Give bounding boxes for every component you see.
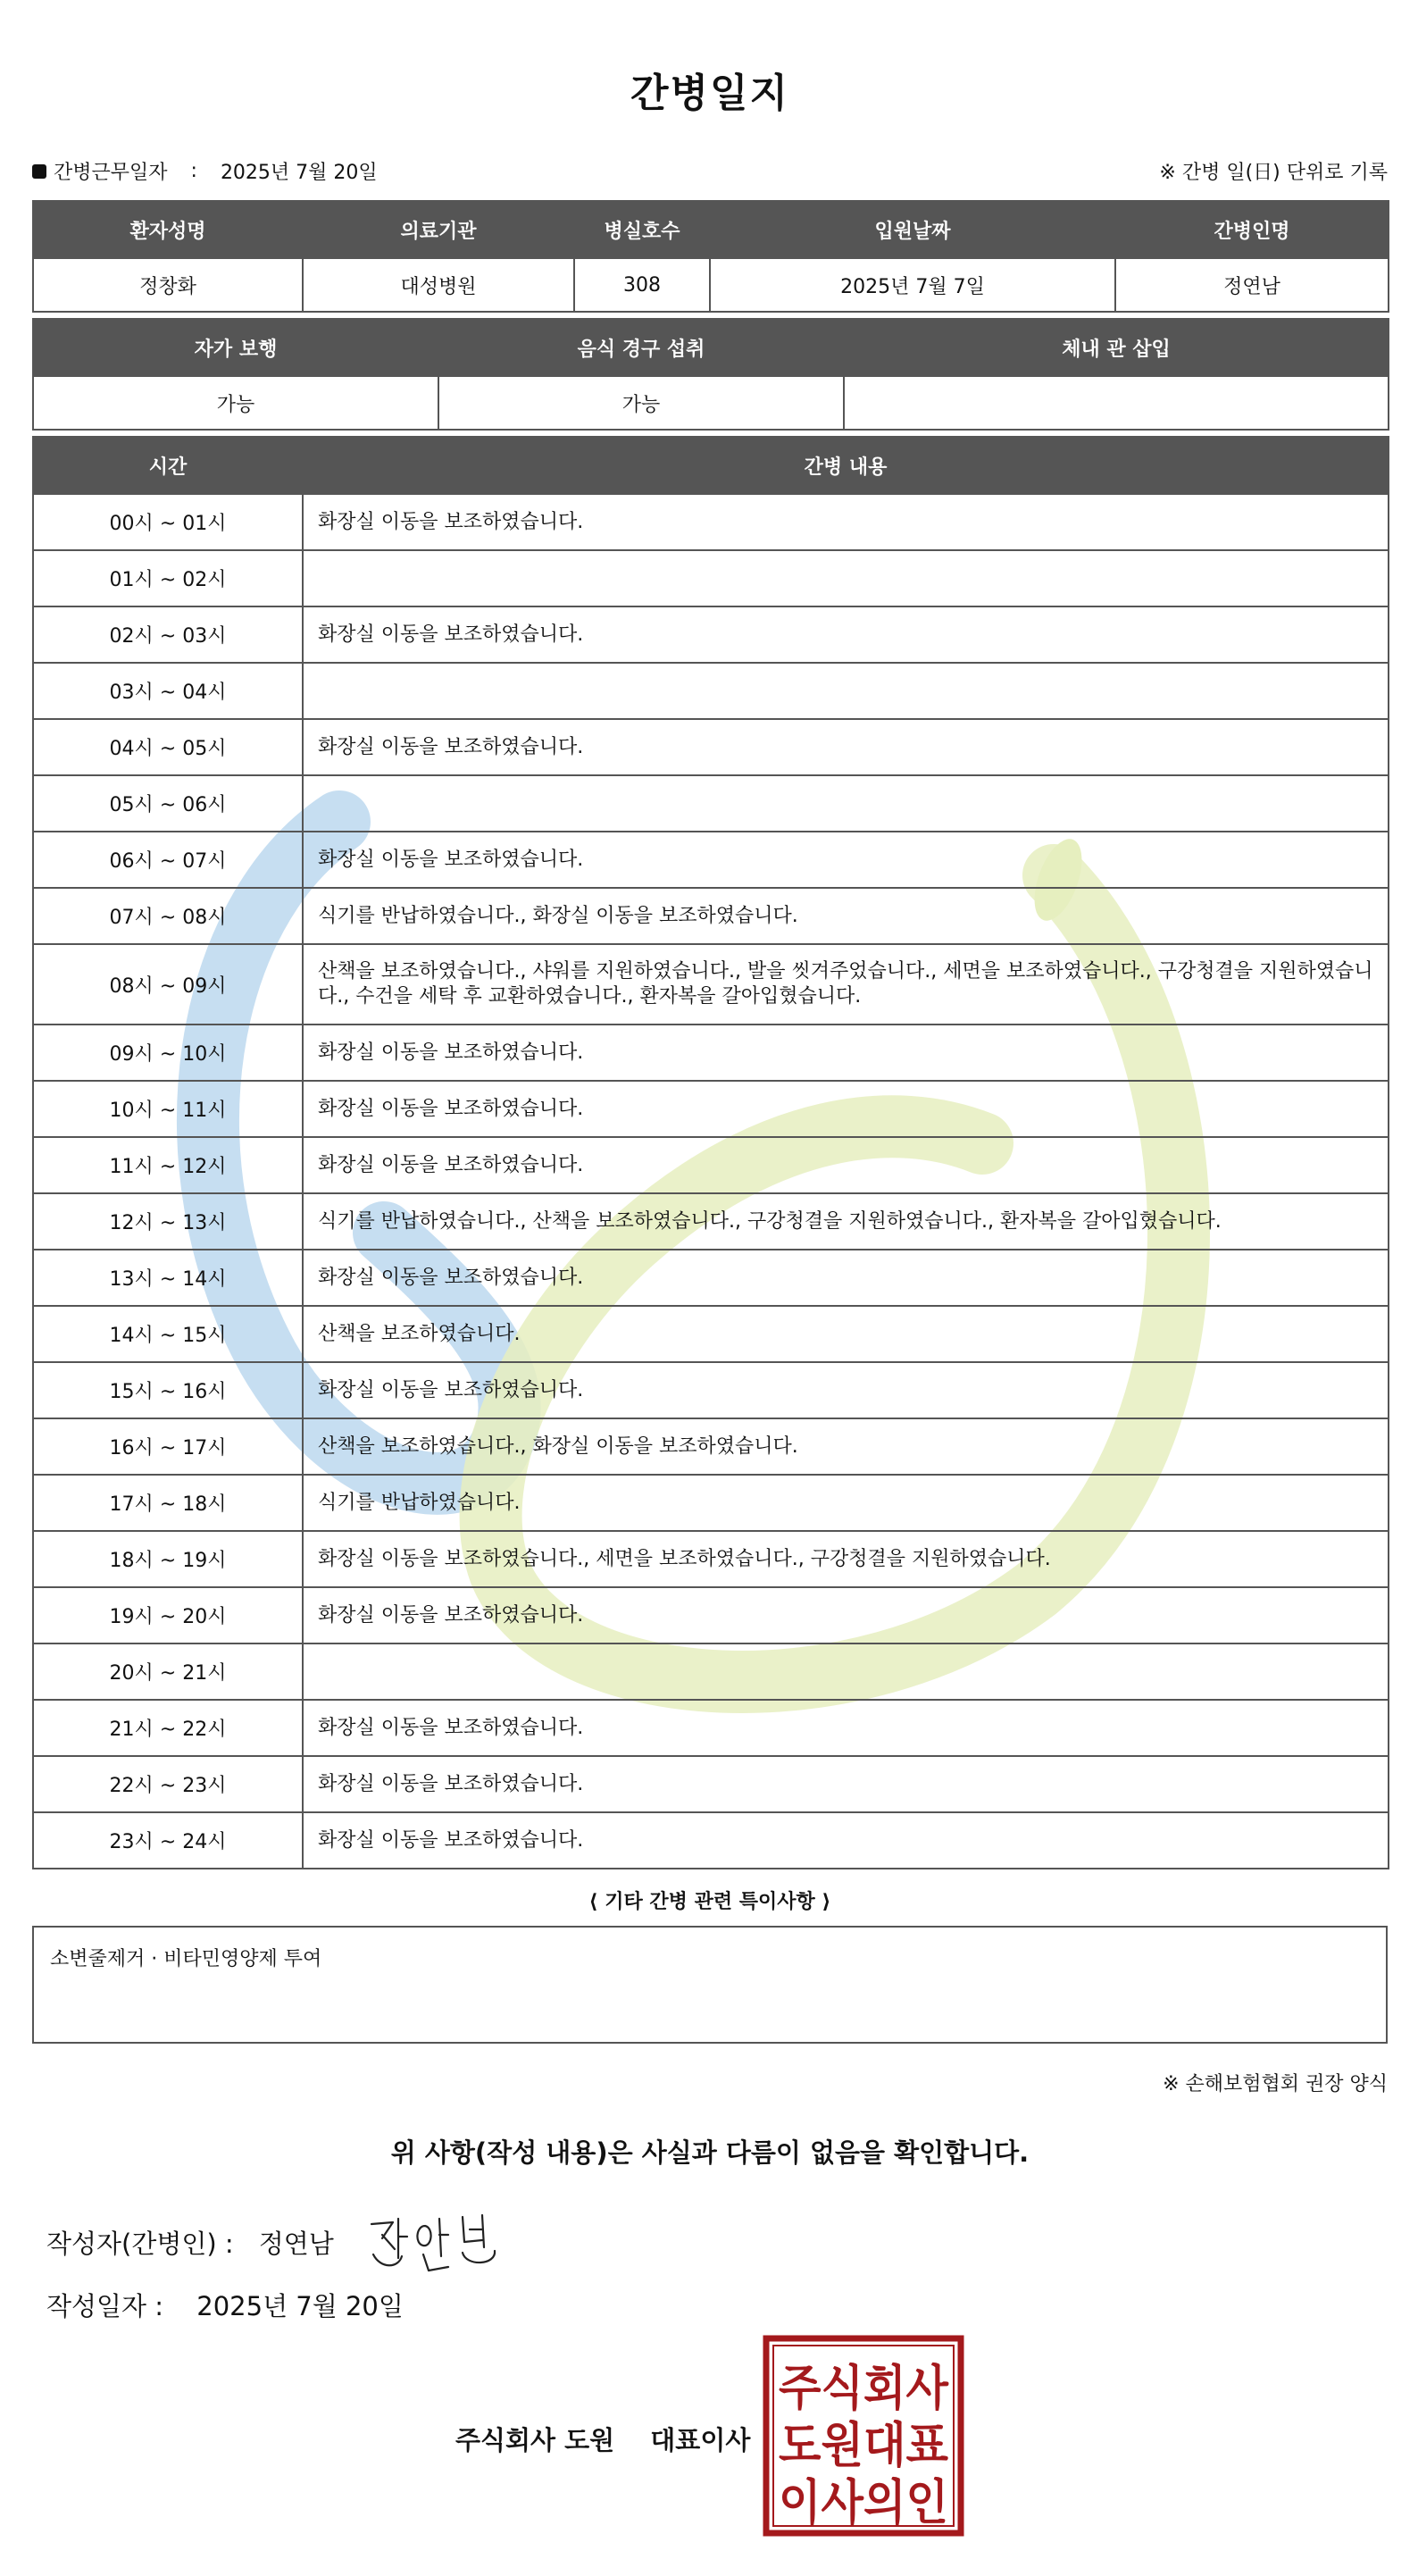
time-cell: 04시 ~ 05시: [33, 719, 303, 775]
time-cell: 20시 ~ 21시: [33, 1643, 303, 1700]
table-row: [33, 1362, 1389, 1418]
special-notes-box: [32, 1926, 1388, 2044]
care-content-cell: [303, 1643, 1389, 1700]
table-row: [33, 1193, 1389, 1250]
header-patient-name: 환자성명: [33, 201, 303, 258]
work-date-value: 2025년 7월 20일: [220, 162, 378, 184]
square-bullet-icon: [32, 164, 46, 179]
page-title: 간병일지: [630, 71, 789, 116]
status-value-row: [33, 376, 1389, 430]
time-cell: 14시 ~ 15시: [33, 1306, 303, 1362]
hospital-name: 대성병원: [303, 258, 574, 312]
work-date-colon: :: [190, 160, 197, 182]
written-date-label: 작성일자 :: [46, 2291, 164, 2321]
table-row: [33, 1643, 1389, 1700]
representative-title: 대표이사: [650, 2425, 751, 2455]
care-content-cell: 화장실 이동을 보조하였습니다.: [303, 832, 1389, 888]
care-content-cell: 식기를 반납하였습니다.: [303, 1475, 1389, 1531]
care-content-cell: 화장실 이동을 보조하였습니다.: [303, 1812, 1389, 1869]
work-date-label: 간병근무일자: [54, 162, 168, 184]
time-cell: 17시 ~ 18시: [33, 1475, 303, 1531]
table-row: [33, 1700, 1389, 1756]
special-notes-title: ⟨ 기타 간병 관련 특이사항 ⟩: [588, 1891, 831, 1913]
seal-line-1: 주식회사: [779, 2360, 949, 2416]
time-cell: 07시 ~ 08시: [33, 888, 303, 944]
confirmation-statement: 위 사항(작성 내용)은 사실과 다름이 없음을 확인합니다.: [390, 2137, 1030, 2168]
table-row: [33, 1531, 1389, 1587]
table-row: [33, 775, 1389, 832]
patient-name: 정창화: [33, 258, 303, 312]
care-content-cell: [303, 663, 1389, 719]
company-line: [455, 2421, 750, 2457]
written-date-line: [46, 2287, 404, 2323]
table-row: [33, 944, 1389, 1025]
time-cell: 22시 ~ 23시: [33, 1756, 303, 1812]
recommended-form-note: ※ 손해보험협회 권장 양식: [1163, 2073, 1388, 2095]
header-oral-intake: 음식 경구 섭취: [438, 319, 844, 376]
handwritten-signature: [363, 2199, 523, 2279]
table-row: [33, 1250, 1389, 1306]
time-cell: 09시 ~ 10시: [33, 1025, 303, 1081]
header-caregiver-name: 간병인명: [1115, 201, 1389, 258]
patient-info-table: [32, 200, 1389, 313]
company-name: 주식회사 도원: [455, 2425, 615, 2455]
special-notes-content: 소변줄제거 · 비타민영양제 투여: [50, 1948, 322, 1970]
care-header-row: [33, 437, 1389, 494]
table-row: [33, 1812, 1389, 1869]
room-number: 308: [574, 258, 710, 312]
work-date: [32, 157, 378, 185]
table-row: [33, 1756, 1389, 1812]
oral-intake-value: 가능: [438, 376, 844, 430]
care-content-cell: [303, 775, 1389, 832]
admission-date: 2025년 7월 7일: [710, 258, 1115, 312]
care-content-cell: 화장실 이동을 보조하였습니다.: [303, 1587, 1389, 1643]
care-content-cell: 화장실 이동을 보조하였습니다.: [303, 1081, 1389, 1137]
table-row: [33, 1587, 1389, 1643]
time-cell: 19시 ~ 20시: [33, 1587, 303, 1643]
header-care-content: 간병 내용: [303, 437, 1389, 494]
time-cell: 08시 ~ 09시: [33, 944, 303, 1025]
care-content-cell: 산책을 보조하였습니다., 화장실 이동을 보조하였습니다.: [303, 1418, 1389, 1475]
care-content-cell: 화장실 이동을 보조하였습니다.: [303, 1137, 1389, 1193]
header-hospital: 의료기관: [303, 201, 574, 258]
table-row: [33, 1475, 1389, 1531]
care-content-cell: 화장실 이동을 보조하였습니다.: [303, 1025, 1389, 1081]
care-content-cell: 식기를 반납하였습니다., 화장실 이동을 보조하였습니다.: [303, 888, 1389, 944]
table-row: [33, 494, 1389, 550]
table-row: [33, 719, 1389, 775]
hourly-care-table: [32, 436, 1389, 1869]
table-row: [33, 1081, 1389, 1137]
table-row: [33, 606, 1389, 663]
time-cell: 01시 ~ 02시: [33, 550, 303, 606]
patient-info-value-row: [33, 258, 1389, 312]
care-content-cell: 화장실 이동을 보조하였습니다.: [303, 1250, 1389, 1306]
time-cell: 13시 ~ 14시: [33, 1250, 303, 1306]
care-content-cell: 화장실 이동을 보조하였습니다.: [303, 719, 1389, 775]
care-content-cell: 식기를 반납하였습니다., 산책을 보조하였습니다., 구강청결을 지원하였습니다., 환자복을 갈아입혔습니다.: [303, 1193, 1389, 1250]
time-cell: 11시 ~ 12시: [33, 1137, 303, 1193]
header-admission-date: 입원날짜: [710, 201, 1115, 258]
seal-line-3: 이사의인: [779, 2474, 948, 2530]
time-cell: 05시 ~ 06시: [33, 775, 303, 832]
table-row: [33, 1025, 1389, 1081]
header-self-walking: 자가 보행: [33, 319, 438, 376]
time-cell: 06시 ~ 07시: [33, 832, 303, 888]
table-row: [33, 1418, 1389, 1475]
meta-row: [32, 157, 1388, 184]
care-content-cell: 산책을 보조하였습니다.: [303, 1306, 1389, 1362]
time-cell: 21시 ~ 22시: [33, 1700, 303, 1756]
table-row: [33, 832, 1389, 888]
patient-info-header-row: [33, 201, 1389, 258]
header-time: 시간: [33, 437, 303, 494]
table-row: [33, 888, 1389, 944]
writer-name: 정연남: [258, 2229, 334, 2259]
writer-line: [46, 2224, 334, 2261]
writer-label: 작성자(간병인) :: [46, 2229, 234, 2259]
time-cell: 03시 ~ 04시: [33, 663, 303, 719]
care-content-cell: 산책을 보조하였습니다., 샤워를 지원하였습니다., 발을 씻겨주었습니다., 세면을 보조하였습니다., 구강청결을 지원하였습니다., 수건을 세탁 후 교환하였습니다., 환자복을 갈아입혔습니다.: [303, 944, 1389, 1025]
patient-status-table: [32, 318, 1389, 431]
status-header-row: [33, 319, 1389, 376]
care-content-cell: 화장실 이동을 보조하였습니다., 세면을 보조하였습니다., 구강청결을 지원하였습니다.: [303, 1531, 1389, 1587]
time-cell: 00시 ~ 01시: [33, 494, 303, 550]
time-cell: 10시 ~ 11시: [33, 1081, 303, 1137]
care-content-cell: 화장실 이동을 보조하였습니다.: [303, 1756, 1389, 1812]
time-cell: 12시 ~ 13시: [33, 1193, 303, 1250]
care-content-cell: [303, 550, 1389, 606]
care-content-cell: 화장실 이동을 보조하였습니다.: [303, 1700, 1389, 1756]
table-row: [33, 663, 1389, 719]
written-date-value: 2025년 7월 20일: [196, 2291, 404, 2321]
care-content-cell: 화장실 이동을 보조하였습니다.: [303, 494, 1389, 550]
daily-record-note: ※ 간병 일(日) 단위로 기록: [1159, 162, 1388, 184]
time-cell: 02시 ~ 03시: [33, 606, 303, 663]
table-row: [33, 550, 1389, 606]
table-row: [33, 1137, 1389, 1193]
seal-line-2: 도원대표: [779, 2417, 948, 2473]
tube-insertion-value: [844, 376, 1389, 430]
self-walking-value: 가능: [33, 376, 438, 430]
care-content-cell: 화장실 이동을 보조하였습니다.: [303, 1362, 1389, 1418]
time-cell: 15시 ~ 16시: [33, 1362, 303, 1418]
time-cell: 16시 ~ 17시: [33, 1418, 303, 1475]
time-cell: 18시 ~ 19시: [33, 1531, 303, 1587]
table-row: [33, 1306, 1389, 1362]
time-cell: 23시 ~ 24시: [33, 1812, 303, 1869]
header-tube-insertion: 체내 관 삽입: [844, 319, 1389, 376]
care-content-cell: 화장실 이동을 보조하였습니다.: [303, 606, 1389, 663]
caregiver-name: 정연남: [1115, 258, 1389, 312]
company-seal-stamp: [763, 2335, 964, 2537]
header-room-number: 병실호수: [574, 201, 710, 258]
